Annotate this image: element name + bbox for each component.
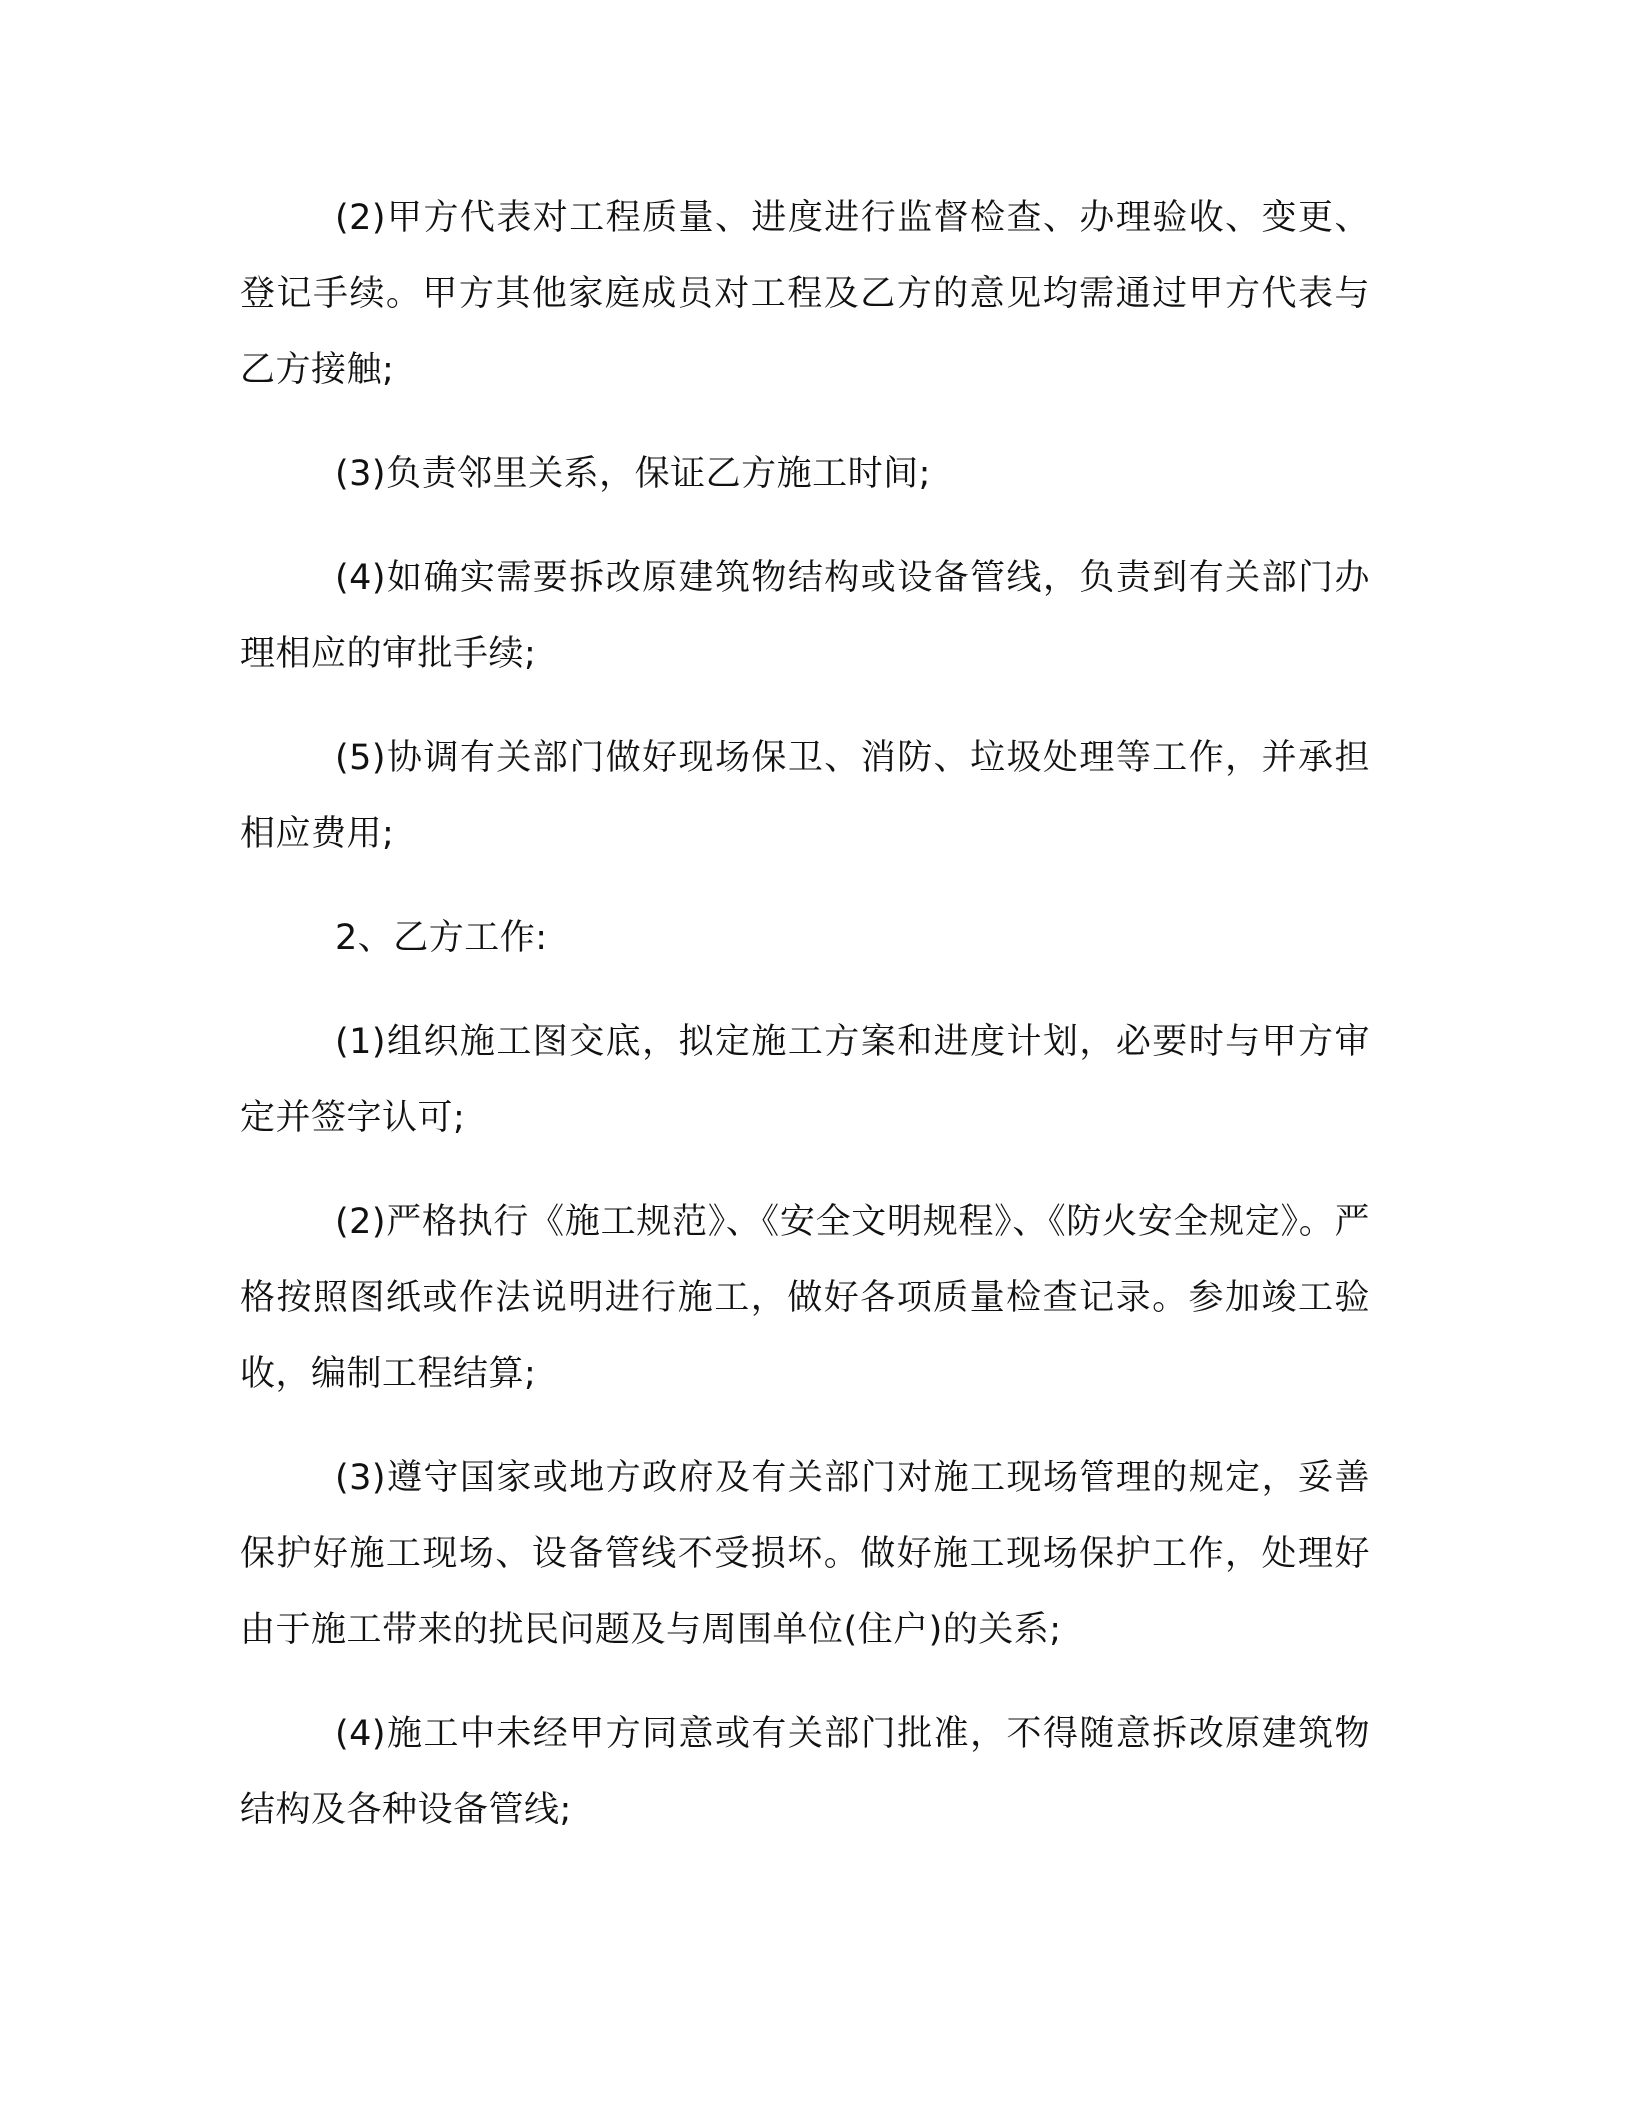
paragraph-party-a-item-3: (3)负责邻里关系，保证乙方施工时间; — [335, 454, 931, 494]
paragraph-party-a-item-5: (5)协调有关部门做好现场保卫、消防、垃圾处理等工作，并承担相应费用; — [240, 738, 1370, 854]
paragraph-party-b-item-1: (1)组织施工图交底，拟定施工方案和进度计划，必要时与甲方审定并签字认可; — [240, 1022, 1370, 1138]
paragraph-party-b-item-3: (3)遵守国家或地方政府及有关部门对施工现场管理的规定，妥善保护好施工现场、设备管线不受损坏。做好施工现场保护工作，处理好由于施工带来的扰民问题及与周围单位(住户)的关系; — [240, 1458, 1370, 1650]
paragraph-party-b-item-4: (4)施工中未经甲方同意或有关部门批准，不得随意拆改原建筑物结构及各种设备管线; — [240, 1714, 1370, 1830]
paragraph-party-a-item-2: (2)甲方代表对工程质量、进度进行监督检查、办理验收、变更、登记手续。甲方其他家庭成员对工程及乙方的意见均需通过甲方代表与乙方接触; — [240, 198, 1370, 390]
section-heading-party-b-work: 2、乙方工作: — [335, 918, 548, 958]
paragraph-party-a-item-4: (4)如确实需要拆改原建筑物结构或设备管线，负责到有关部门办理相应的审批手续; — [240, 558, 1370, 674]
paragraph-party-b-item-2: (2)严格执行《施工规范》、《安全文明规程》、《防火安全规定》。严格按照图纸或作法说明进行施工，做好各项质量检查记录。参加竣工验收，编制工程结算; — [240, 1202, 1370, 1394]
document-body — [240, 180, 1370, 1876]
